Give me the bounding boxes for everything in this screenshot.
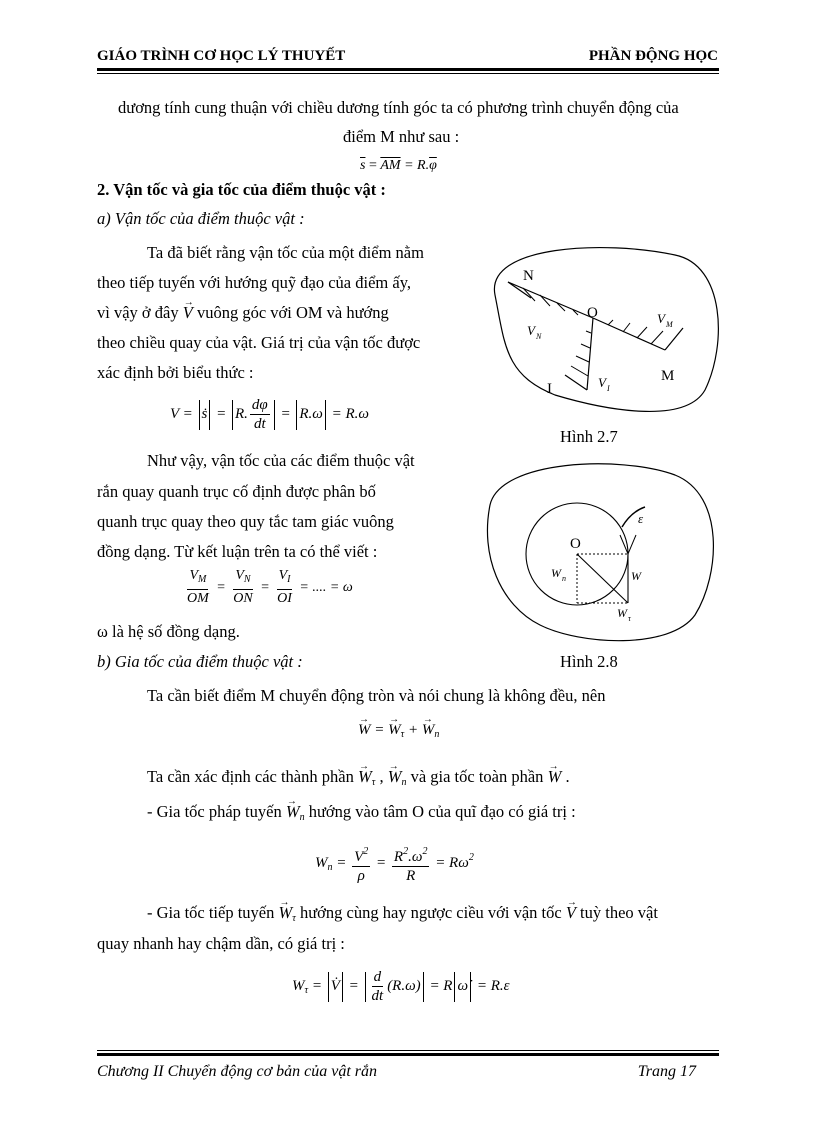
label-o: O bbox=[570, 536, 581, 552]
label-vi-sub: I bbox=[607, 384, 610, 393]
para-a1-line-4: theo chiều quay của vật. Giá trị của vận tốc được bbox=[97, 333, 421, 352]
line-om bbox=[593, 318, 665, 350]
label-i: I bbox=[547, 381, 552, 397]
para-b-line-1: Ta cần biết điểm M chuyển động tròn và nói chung là không đều, nên bbox=[147, 686, 606, 705]
label-o: O bbox=[587, 305, 598, 321]
intro-line-1: dương tính cung thuận với chiều dương tính góc ta có phương trình chuyển động của bbox=[118, 98, 679, 117]
para-a1-line-2: theo tiếp tuyến với hướng quỹ đạo của điểm ấy, bbox=[97, 273, 411, 292]
para-a2-line-4: đồng dạng. Từ kết luận trên ta có thể viết : bbox=[97, 542, 378, 561]
equation-wt: $W_\tau$ = V̇ = $\frac{d}{dt}$ (R.ω) = R ω̇ = R.ε bbox=[292, 969, 510, 1005]
label-wt: W bbox=[617, 606, 627, 620]
equation-ratio: $\frac{V_M}{OM}$ = $\frac{V_N}{ON}$ = $\frac{V_I}{OI}$ = .... = ω bbox=[187, 568, 353, 607]
figure-2-8-caption: Hình 2.8 bbox=[560, 652, 618, 671]
intro-line-2: điểm M như sau : bbox=[343, 127, 460, 146]
subsection-a-title: a) Vận tốc của điểm thuộc vật : bbox=[97, 209, 305, 228]
vector-vi bbox=[565, 375, 587, 390]
body-outline bbox=[487, 464, 713, 641]
label-vi: V bbox=[598, 375, 606, 390]
label-vn-sub: N bbox=[536, 332, 542, 341]
label-n: N bbox=[523, 268, 534, 284]
figure-2-7 bbox=[465, 235, 725, 435]
para-a1-line-5: xác định bởi biểu thức : bbox=[97, 363, 254, 382]
label-wt-sub: τ bbox=[628, 614, 631, 623]
para-b-line-3: - Gia tốc pháp tuyến → $W_n$ hướng vào tâm O của quĩ đạo có giá trị : bbox=[147, 802, 576, 828]
footer-page-number: Trang 17 bbox=[637, 1063, 696, 1080]
label-wn: W bbox=[551, 566, 561, 580]
equation-s: $\overline{s} = \overline{AM} = R.\overline{\varphi}$ bbox=[360, 158, 437, 173]
para-a1-line-1: Ta đã biết rằng vận tốc của một điểm nằm bbox=[147, 243, 424, 262]
label-w: W bbox=[631, 569, 641, 583]
figure-2-7-caption: Hình 2.7 bbox=[560, 427, 618, 446]
footer-rule bbox=[97, 1053, 719, 1056]
para-a2-line-3: quanh trục quay theo quy tắc tam giác vuông bbox=[97, 512, 394, 531]
omega-line: ω là hệ số đồng dạng. bbox=[97, 622, 240, 641]
equation-wn: $W_n$ = $\frac{V^2}{\rho}$ = $\frac{R^2.\omega^2}{R}$ = $R\omega^2$ bbox=[315, 832, 474, 894]
header-right: PHẦN ĐỘNG HỌC bbox=[588, 48, 718, 64]
figure-2-8 bbox=[470, 455, 725, 650]
para-b-line-5: quay nhanh hay chậm dần, có giá trị : bbox=[97, 934, 345, 953]
para-b-line-2: Ta cần xác định các thành phần → $W_\tau$ , → $W_n$ và gia tốc toàn phần → W . bbox=[147, 767, 570, 793]
para-b-line-4: - Gia tốc tiếp tuyến → $W_\tau$ hướng cùng hay ngược ciều với vận tốc → V tuỳ theo vật bbox=[147, 903, 658, 929]
label-vm-sub: M bbox=[666, 320, 673, 329]
label-vn: V bbox=[527, 323, 535, 338]
para-a2-line-1: Như vậy, vận tốc của các điểm thuộc vật bbox=[147, 451, 415, 470]
vector-w bbox=[577, 554, 628, 603]
label-eps: ε bbox=[638, 511, 644, 526]
vector-vm bbox=[665, 328, 683, 350]
footer-left: Chương II Chuyển động cơ bản của vật rắn bbox=[97, 1063, 377, 1080]
label-m: M bbox=[661, 368, 675, 384]
para-a1-line-3: vì vậy ở đây → V vuông góc với OM và hướng bbox=[97, 303, 389, 323]
velocity-hatching bbox=[523, 288, 663, 376]
section-2-title: 2. Vận tốc và gia tốc của điểm thuộc vật : bbox=[97, 180, 386, 199]
header-rule bbox=[97, 68, 719, 71]
equation-w-sum: → W = → $W_\tau$ + → $W_n$ bbox=[358, 720, 439, 745]
equation-velocity: V = ṡ = R. $\frac{d\varphi}{dt}$ = R.ω = R.ω bbox=[170, 397, 370, 433]
line-on bbox=[508, 282, 593, 318]
header-left: GIÁO TRÌNH CƠ HỌC LÝ THUYẾT bbox=[97, 48, 346, 64]
label-vm: V bbox=[657, 311, 665, 326]
para-a2-line-2: rắn quay quanh trục cố định được phân bố bbox=[97, 482, 376, 501]
line-oi bbox=[587, 318, 593, 390]
label-wn-sub: n bbox=[562, 574, 566, 583]
footer-rule-thin bbox=[97, 1050, 719, 1051]
subsection-b-title: b) Gia tốc của điểm thuộc vật : bbox=[97, 652, 303, 671]
header-rule-thin bbox=[97, 73, 719, 74]
